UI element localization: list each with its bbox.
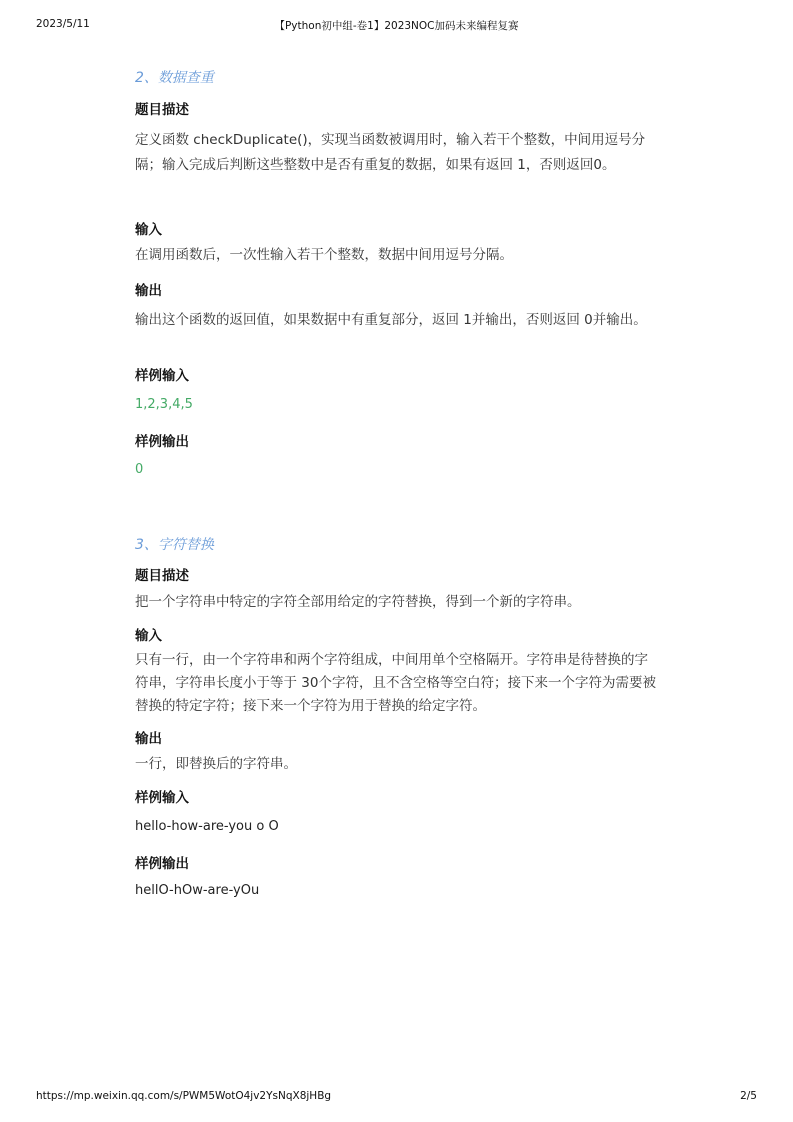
problem2-sample-output-heading: 样例输出 — [135, 434, 189, 450]
problem2-title: 2、数据查重 — [135, 70, 214, 86]
problem3-desc: 把一个字符串中特定的字符全部用给定的字符替换，得到一个新的字符串。 — [135, 594, 581, 610]
print-footer-page: 2/5 — [740, 1090, 757, 1102]
problem2-sample-input: 1,2,3,4,5 — [135, 397, 193, 412]
print-header-date: 2023/5/11 — [36, 18, 90, 30]
problem2-desc: 定义函数 checkDuplicate()，实现当函数被调用时，输入若干个整数，中间用逗号分隔；输入完成后判断这些整数中是否有重复的数据，如果有返回 1，否则返回0。 — [135, 132, 646, 173]
problem2-input-heading: 输入 — [135, 222, 162, 238]
problem3-output-heading: 输出 — [135, 731, 162, 747]
problem3-sample-output: hellO-hOw-are-yOu — [135, 883, 260, 898]
problem2-output-text: 输出这个函数的返回值，如果数据中有重复部分，返回 1并输出，否则返回 0并输出。 — [135, 312, 647, 328]
problem2-output-heading: 输出 — [135, 283, 162, 299]
print-header-title: 【Python初中组-卷1】2023NOC加码未来编程复赛 — [274, 20, 519, 32]
problem3-sample-input: hello-how-are-you o O — [135, 819, 279, 834]
problem2-sample-output: 0 — [135, 462, 144, 477]
problem2-sample-input-heading: 样例输入 — [135, 368, 189, 384]
problem3-desc-heading: 题目描述 — [135, 568, 189, 584]
problem3-sample-output-heading: 样例输出 — [135, 856, 189, 872]
problem2-input-text: 在调用函数后，一次性输入若干个整数，数据中间用逗号分隔。 — [135, 247, 513, 263]
problem3-input-text: 只有一行，由一个字符串和两个字符组成，中间用单个空格隔开。字符串是待替换的字符串，字符串长度小于等于 30个字符，且不含空格等空白符；接下来一个字符为需要被替换的特定字符；接下来一个字符为用于替换的给定字符。 — [135, 652, 656, 714]
problem3-sample-input-heading: 样例输入 — [135, 790, 189, 806]
problem3-title: 3、字符替换 — [135, 537, 214, 553]
print-footer-url: https://mp.weixin.qq.com/s/PWM5WotO4jv2YsNqX8jHBg — [36, 1090, 332, 1102]
problem3-output-text: 一行，即替换后的字符串。 — [135, 756, 297, 772]
problem3-input-heading: 输入 — [135, 628, 162, 644]
problem2-desc-heading: 题目描述 — [135, 102, 189, 118]
